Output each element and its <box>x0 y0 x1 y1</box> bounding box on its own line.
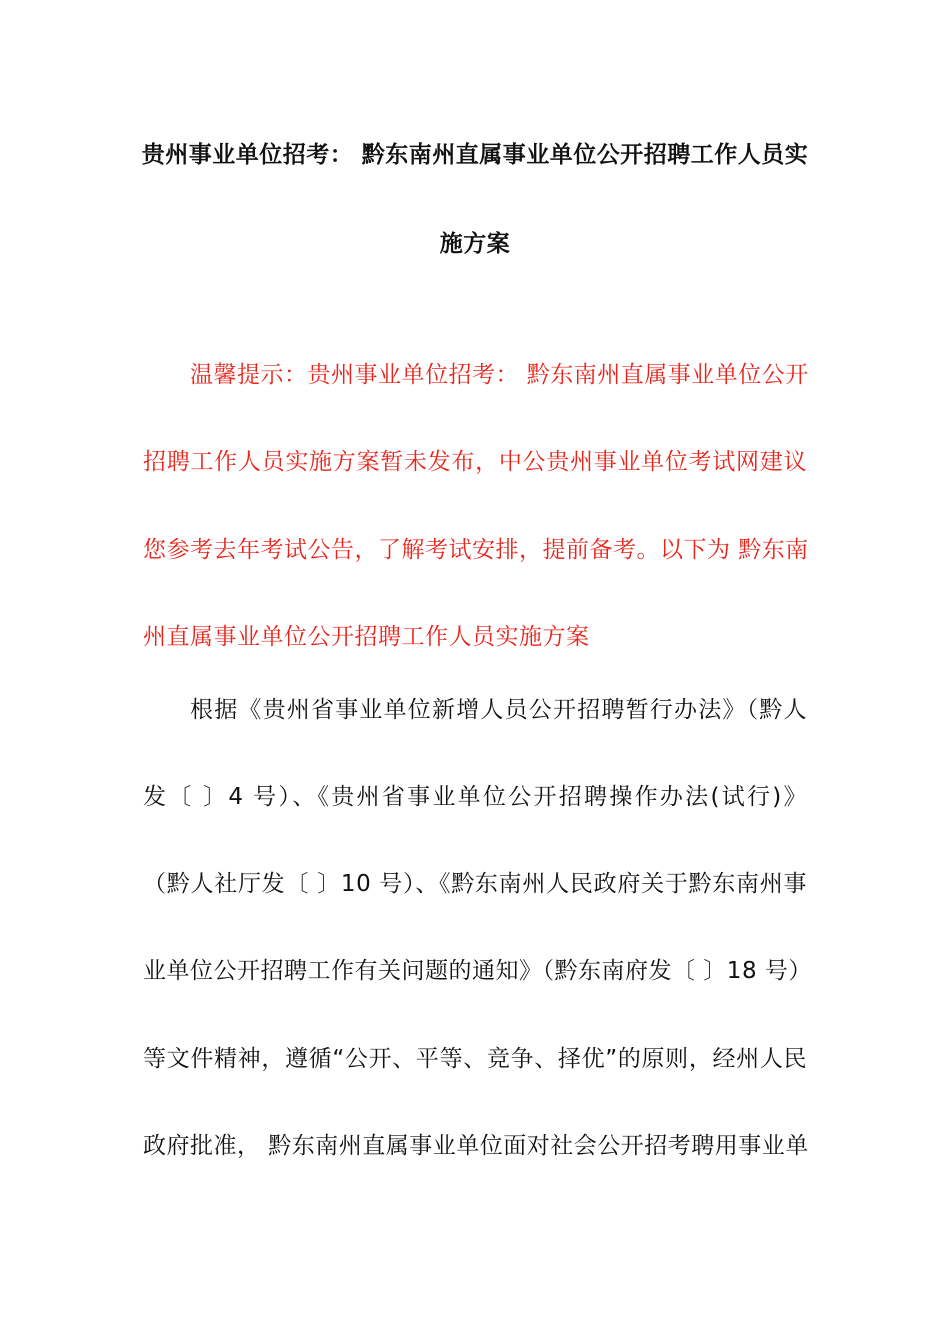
document-title-line-2: 施方案 <box>439 231 511 257</box>
body-line-5: 等文件精神，遵循“公开、平等、竞争、择优”的原则，经州人民 <box>143 1046 807 1072</box>
notice-line-2: 招聘工作人员实施方案暂未发布，中公贵州事业单位考试网建议 <box>143 449 807 475</box>
body-line-1: 根据《贵州省事业单位新增人员公开招聘暂行办法》（黔人 <box>190 697 807 723</box>
notice-line-3: 您参考去年考试公告，了解考试安排，提前备考。以下为 黔东南 <box>143 537 809 563</box>
body-line-2: 发〔 〕4 号）、《贵州省事业单位公开招聘操作办法(试行)》 <box>143 784 807 810</box>
body-line-3: （黔人社厅发〔 〕10 号）、《黔东南州人民政府关于黔东南州事 <box>143 871 807 897</box>
body-line-6: 政府批准， 黔东南州直属事业单位面对社会公开招考聘用事业单 <box>143 1133 809 1159</box>
document-title-line-1: 贵州事业单位招考： 黔东南州直属事业单位公开招聘工作人员实 <box>141 142 809 168</box>
notice-line-4: 州直属事业单位公开招聘工作人员实施方案 <box>143 624 590 650</box>
body-line-4: 业单位公开招聘工作有关问题的通知》（黔东南府发〔 〕18 号） <box>143 958 812 984</box>
notice-line-1: 温馨提示：贵州事业单位招考： 黔东南州直属事业单位公开 <box>190 362 809 388</box>
